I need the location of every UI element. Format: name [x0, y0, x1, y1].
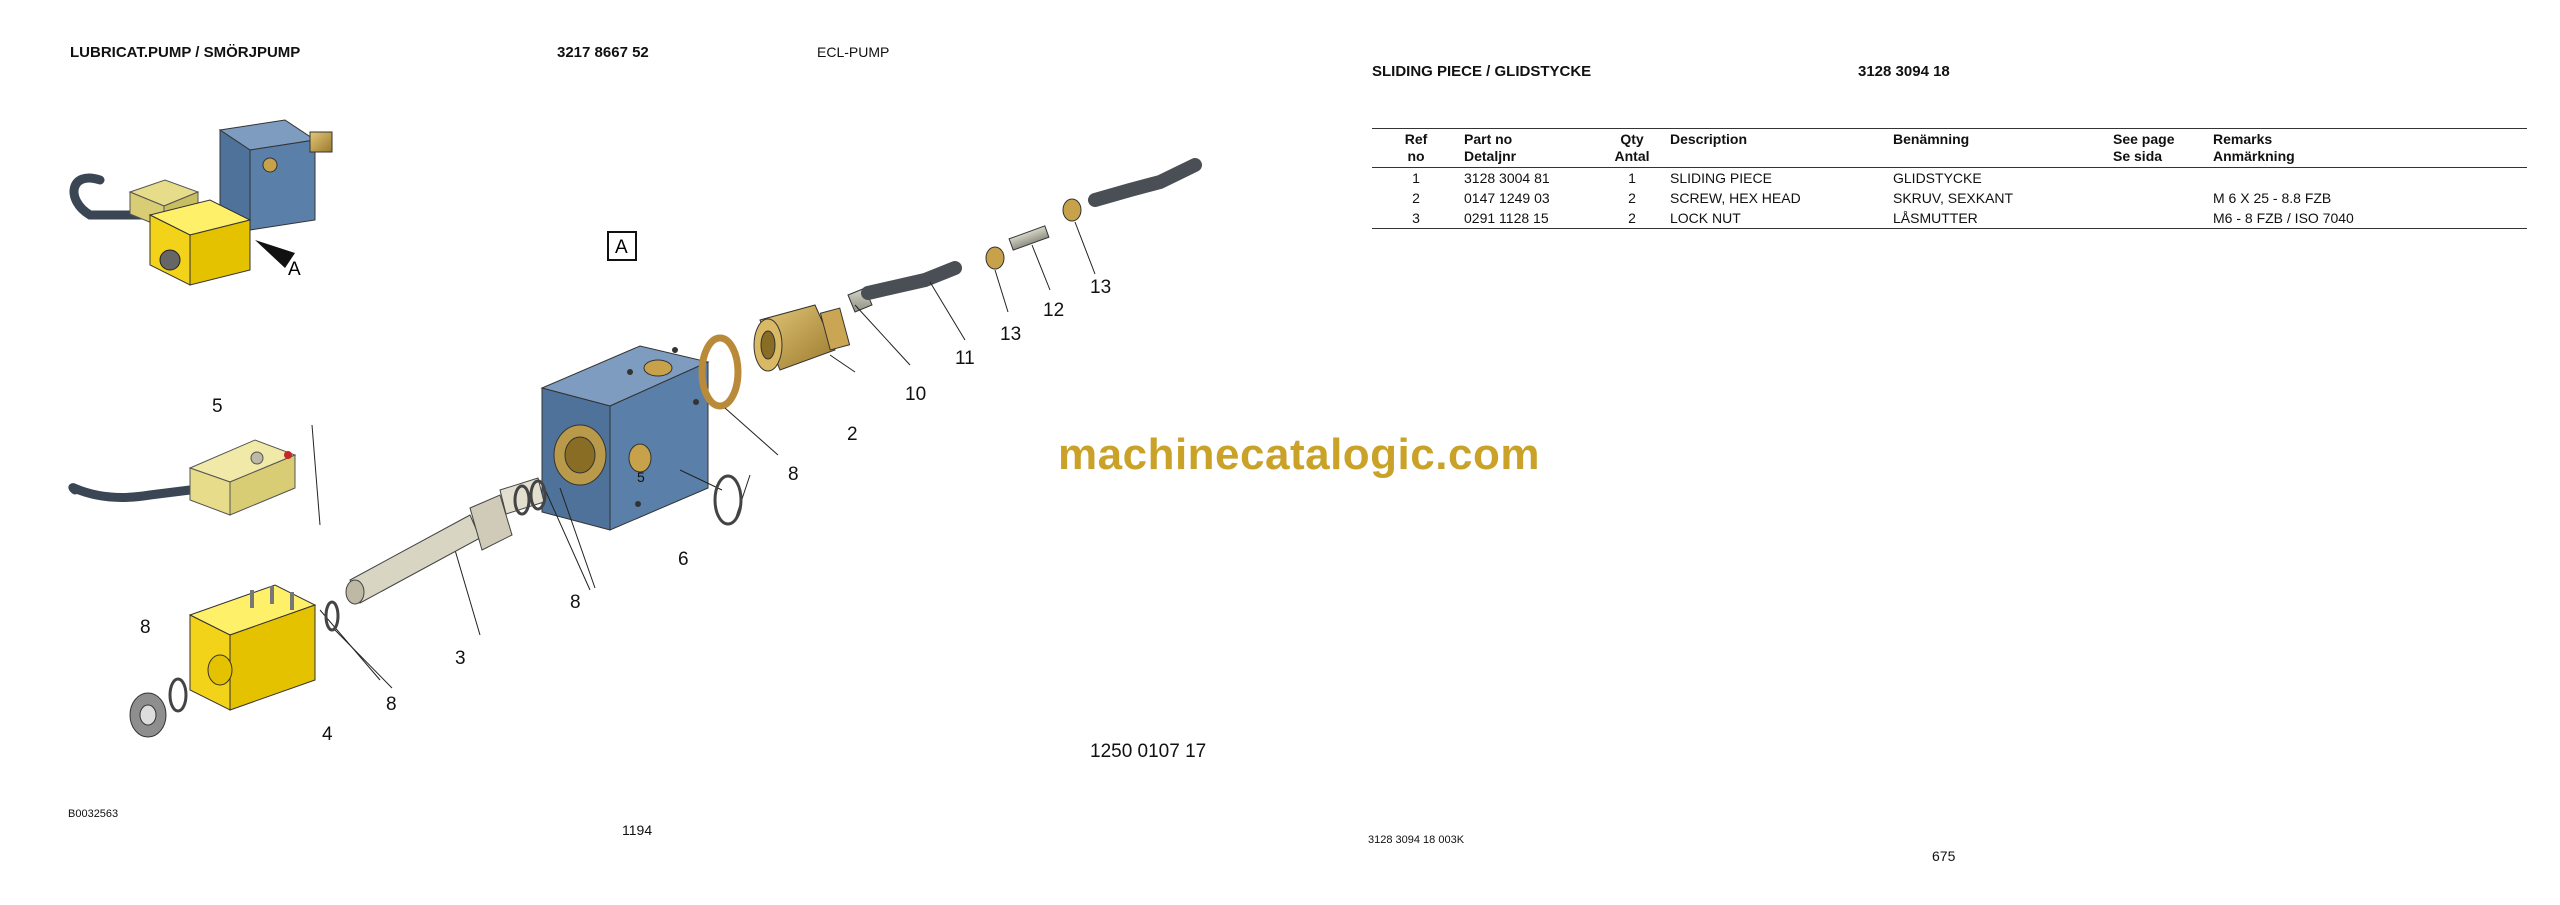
- callout-8-c: 8: [386, 694, 397, 715]
- footer-code: 3128 3094 18 003K: [1368, 834, 1465, 846]
- cell-qty: 2: [1598, 208, 1666, 229]
- callout-10: 10: [905, 384, 927, 405]
- col-ref: [1372, 129, 1460, 168]
- cell-remarks: M 6 X 25 - 8.8 FZB: [2213, 190, 2332, 206]
- callout-4: 4: [322, 724, 333, 745]
- callout-13-b: 13: [1000, 324, 1022, 345]
- solenoid-coil: [190, 585, 315, 710]
- cell-part: 3128 3004 81: [1464, 170, 1550, 186]
- callout-11: 11: [955, 348, 975, 369]
- cell-description: SCREW, HEX HEAD: [1670, 190, 1801, 206]
- o-ring-6: [715, 476, 741, 524]
- col-qty-line2: Antal: [1614, 148, 1650, 164]
- parts-table: [1372, 128, 2527, 229]
- cell-benamning: LÅSMUTTER: [1889, 208, 2109, 229]
- table-row: [1372, 208, 2527, 229]
- brass-fitting: [754, 305, 850, 371]
- callout-3: 3: [455, 648, 466, 669]
- block-port-label: 5: [637, 469, 645, 485]
- callout-8-d: 8: [140, 617, 151, 638]
- col-rem-line2: Anmärkning: [2213, 148, 2295, 164]
- callout-12: 12: [1043, 300, 1065, 321]
- col-qty-line1: Qty: [1620, 131, 1644, 147]
- cell-ref: 2: [1412, 190, 1420, 206]
- col-see-line2: Se sida: [2113, 148, 2163, 164]
- callout-8-b: 8: [570, 592, 581, 613]
- cell-ref: 1: [1412, 170, 1420, 186]
- col-ref-line2: no: [1407, 148, 1425, 164]
- cell-qty: 2: [1628, 190, 1636, 206]
- callout-8-a: 8: [788, 464, 799, 485]
- plug-connector: [73, 440, 295, 515]
- cell-part: 0147 1249 03: [1464, 190, 1550, 206]
- col-part-line1: Part no: [1464, 131, 1513, 147]
- col-desc-line1: Description: [1670, 131, 1748, 147]
- hose-assembly: [848, 268, 955, 312]
- diagram-svg: [60, 110, 1210, 770]
- col-description: [1666, 129, 1889, 168]
- callout-5: 5: [212, 396, 223, 417]
- callout-2: 2: [847, 424, 858, 445]
- col-benamning: [1889, 129, 2109, 168]
- callout-a: A: [288, 259, 301, 280]
- cell-ref: 3: [1372, 208, 1460, 229]
- table-row: [1372, 188, 2527, 208]
- left-page-number: 1194: [622, 822, 653, 838]
- valve-block: [542, 346, 708, 530]
- cell-benamning: SKRUV, SEXKANT: [1893, 190, 2014, 206]
- table-row: [1372, 168, 2527, 189]
- left-part-number: 3217 8667 52: [557, 44, 649, 61]
- col-rem-line1: Remarks: [2213, 131, 2273, 147]
- o-ring-coil: [170, 679, 186, 711]
- cell-benamning: GLIDSTYCKE: [1893, 170, 1982, 186]
- col-part: [1460, 129, 1598, 168]
- watermark-text: machinecatalogic.com: [1058, 430, 1540, 479]
- callout-6: 6: [678, 549, 689, 570]
- small-fittings: [986, 165, 1195, 269]
- cell-remarks: M6 - 8 FZB / ISO 7040: [2209, 208, 2527, 229]
- right-page-title: SLIDING PIECE / GLIDSTYCKE: [1372, 63, 1592, 80]
- cell-part: 0291 1128 15: [1460, 208, 1598, 229]
- image-code: B0032563: [68, 808, 119, 820]
- cell-see-page: [2109, 168, 2209, 189]
- drawing-number: 1250 0107 17: [1090, 741, 1207, 762]
- right-part-number: 3128 3094 18: [1858, 63, 1950, 80]
- callout-13-a: 13: [1090, 277, 1112, 298]
- left-page-title: LUBRICAT.PUMP / SMÖRJPUMP: [70, 44, 301, 61]
- col-ref-line1: Ref: [1404, 131, 1428, 147]
- right-page-number: 675: [1932, 848, 1956, 864]
- cell-see-page: [2109, 208, 2209, 229]
- col-ben-line1: Benämning: [1893, 131, 1970, 147]
- cell-qty: 1: [1628, 170, 1636, 186]
- col-remarks: [2209, 129, 2527, 168]
- col-part-line2: Detaljnr: [1464, 148, 1517, 164]
- o-ring-tube: [326, 602, 338, 630]
- cell-remarks: [2209, 168, 2527, 189]
- col-qty: [1598, 129, 1666, 168]
- detail-label-a: A: [615, 237, 628, 258]
- col-see-page: [2109, 129, 2209, 168]
- col-see-line1: See page: [2113, 131, 2175, 147]
- variant-label: ECL-PUMP: [817, 44, 890, 60]
- cell-description: SLIDING PIECE: [1670, 170, 1772, 186]
- exploded-view-diagram: [60, 110, 1210, 770]
- cell-description: LOCK NUT: [1666, 208, 1889, 229]
- cell-see-page: [2109, 188, 2209, 208]
- table-header-row: [1372, 129, 2527, 168]
